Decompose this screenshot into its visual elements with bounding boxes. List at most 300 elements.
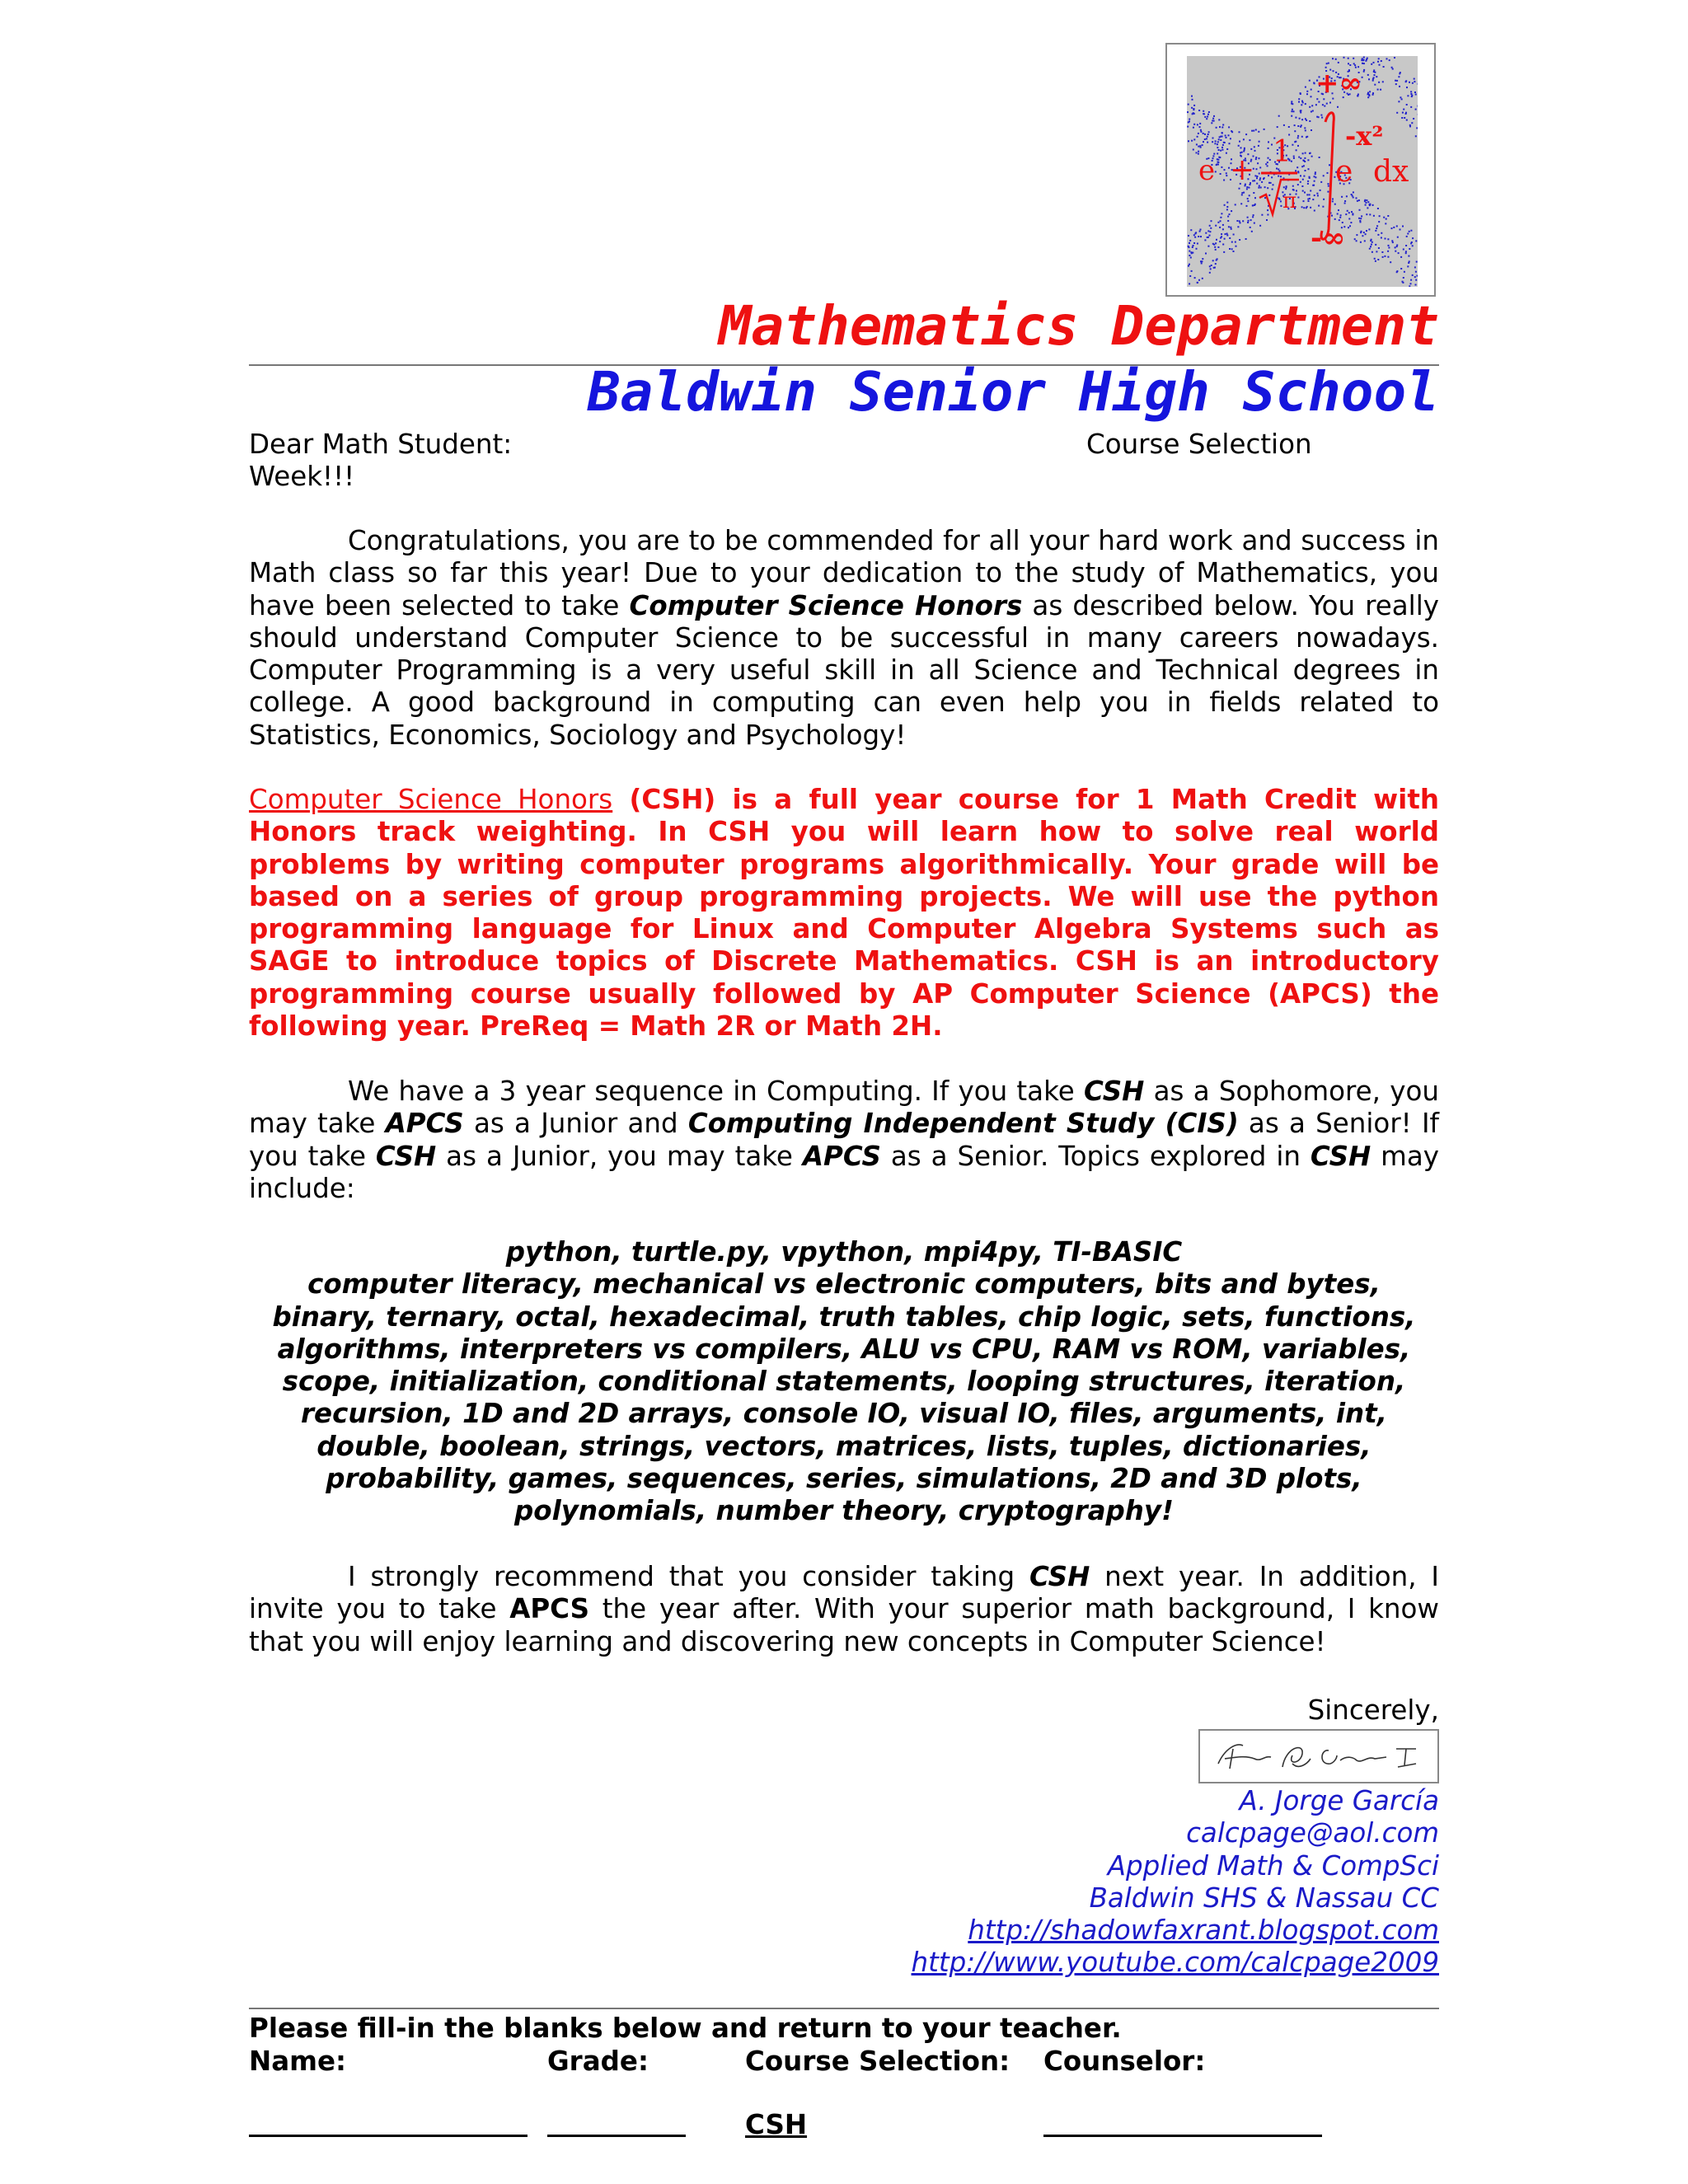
topics-line: probability, games, sequences, series, simulations, 2D and 3D plots, (326, 1463, 1362, 1495)
logo-dot (1293, 157, 1295, 159)
handwritten-signature (1200, 1731, 1437, 1782)
logo-dot (1264, 197, 1266, 199)
logo-dot (1188, 265, 1189, 267)
logo-dot (1191, 140, 1193, 142)
logo-dot (1400, 256, 1402, 258)
logo-dot (1341, 196, 1343, 198)
logo-dot (1414, 91, 1416, 93)
logo-dot (1203, 141, 1204, 143)
logo-dot (1368, 228, 1370, 230)
logo-dot (1372, 204, 1374, 206)
logo-dot (1213, 244, 1215, 246)
grade-label: Grade: (547, 2046, 649, 2077)
logo-dot (1310, 190, 1311, 192)
logo-dot (1308, 200, 1310, 202)
logo-dot (1271, 176, 1273, 178)
logo-dot (1258, 145, 1259, 147)
p3-apcs-2: APCS (802, 1140, 881, 1172)
p5-text-3: the year after. With your superior math background, I know that you will enjoy learning and discovering new concepts in Computer Science! (249, 1593, 1439, 1657)
logo-dot (1222, 124, 1224, 126)
logo-dot (1402, 226, 1404, 227)
logo-dot (1416, 127, 1418, 129)
logo-dot (1351, 211, 1353, 213)
p3-csh-1: CSH (1084, 1076, 1145, 1107)
logo-dot (1374, 84, 1376, 86)
logo-dot (1294, 130, 1296, 132)
logo-dot (1247, 217, 1249, 218)
logo-dot (1401, 117, 1403, 119)
author-name: A. Jorge García (1239, 1785, 1439, 1816)
logo-dot (1403, 249, 1404, 251)
logo-dot (1308, 168, 1310, 170)
logo-dot (1413, 118, 1414, 120)
logo-dot (1410, 279, 1412, 281)
closing: Sincerely, (1307, 1694, 1439, 1726)
logo-dot (1307, 159, 1309, 161)
logo-dot (1302, 190, 1304, 192)
logo-dot (1402, 282, 1404, 284)
logo-dot (1409, 231, 1410, 232)
logo-dot (1250, 148, 1252, 150)
logo-dot (1387, 215, 1389, 217)
blog-link[interactable]: http://shadowfaxrant.blogspot.com (968, 1915, 1439, 1947)
logo-dot (1259, 141, 1260, 143)
logo-dot (1245, 238, 1247, 240)
logo-dot (1372, 92, 1374, 94)
logo-dot (1385, 223, 1386, 224)
logo-dot (1409, 285, 1410, 287)
logo-dot (1407, 95, 1409, 96)
logo-dot (1251, 231, 1253, 232)
logo-dot (1215, 242, 1217, 244)
p3-apcs-1: APCS (385, 1108, 464, 1140)
logo-dot (1254, 150, 1256, 152)
logo-dot (1269, 159, 1271, 161)
logo-dot (1379, 64, 1381, 66)
formula-integrand: e (1335, 155, 1353, 189)
logo-dot (1213, 115, 1215, 117)
logo-dot (1382, 81, 1384, 82)
logo-dot (1297, 171, 1299, 172)
logo-dot (1263, 178, 1264, 180)
name-label: Name: (249, 2046, 347, 2077)
logo-dot (1198, 151, 1199, 152)
logo-dot (1219, 227, 1221, 228)
logo-dot (1303, 176, 1305, 177)
logo-dot (1258, 187, 1259, 189)
logo-dot (1364, 240, 1366, 241)
logo-dot (1193, 234, 1195, 236)
logo-dot (1377, 234, 1379, 236)
logo-dot (1259, 166, 1261, 168)
logo-dot (1310, 207, 1311, 209)
logo-dot (1343, 57, 1345, 59)
logo-dot (1406, 87, 1408, 88)
logo-dot (1221, 132, 1223, 134)
paragraph-sequence (249, 1076, 1439, 1205)
logo-dot (1233, 251, 1235, 252)
logo-dot (1301, 185, 1303, 187)
logo-dot (1231, 210, 1232, 212)
logo-dot (1371, 239, 1372, 241)
logo-dot (1291, 115, 1292, 117)
logo-dot (1191, 270, 1193, 272)
logo-dot (1221, 213, 1222, 214)
logo-dot (1189, 242, 1190, 244)
logo-dot (1368, 78, 1370, 80)
logo-dot (1228, 126, 1230, 128)
logo-dot (1267, 162, 1268, 163)
p1-text-2: as described below. You really should understand Computer Science to be successful in many careers nowadays. Computer Programming is a very useful skill in all Science and Technical degrees in college. A good background in computing can even help you in fields related to Statistics, Economics, Sociology and Psychology! (249, 589, 1439, 751)
logo-dot (1314, 210, 1315, 212)
logo-dot (1199, 123, 1201, 124)
logo-dot (1247, 222, 1249, 223)
counselor-label: Counselor: (1043, 2046, 1206, 2077)
logo-dot (1357, 200, 1358, 202)
course-link[interactable]: Computer Science Honors (249, 784, 613, 815)
youtube-link[interactable]: http://www.youtube.com/calcpage2009 (911, 1947, 1439, 1979)
logo-dot (1326, 103, 1328, 105)
logo-dot (1189, 240, 1191, 241)
logo-dot (1366, 213, 1367, 215)
logo-dot (1237, 226, 1239, 227)
logo-dot (1397, 237, 1399, 238)
logo-dot (1267, 165, 1268, 166)
logo-dot (1348, 212, 1350, 213)
logo-dot (1395, 251, 1396, 252)
logo-dot (1408, 255, 1409, 257)
logo-dot (1299, 118, 1301, 120)
logo-dot (1365, 233, 1367, 235)
logo-dot (1414, 78, 1415, 80)
logo-dot (1294, 124, 1296, 126)
logo-dot (1412, 237, 1414, 239)
logo-dot (1297, 145, 1299, 147)
logo-dot (1259, 179, 1261, 180)
logo-dot (1193, 109, 1194, 110)
logo-dot (1406, 236, 1408, 237)
logo-dot (1345, 213, 1347, 215)
logo-dot (1361, 215, 1362, 217)
logo-dot (1346, 195, 1348, 197)
logo-dot (1388, 247, 1390, 249)
p5-csh: CSH (1029, 1561, 1090, 1592)
logo-dot (1217, 163, 1218, 165)
logo-dot (1371, 63, 1372, 65)
logo-dot (1217, 143, 1218, 145)
logo-dot (1297, 125, 1299, 127)
logo-dot (1309, 194, 1311, 195)
logo-dot (1209, 235, 1211, 237)
logo-dot (1226, 148, 1228, 150)
logo-dot (1256, 176, 1258, 177)
logo-dot (1196, 152, 1198, 153)
logo-dot (1367, 207, 1368, 209)
logo-dot (1259, 177, 1261, 179)
logo-dot (1250, 219, 1252, 221)
logo-dot (1283, 186, 1285, 188)
course-selection-label: Course Selection: (745, 2046, 1010, 2077)
logo-dot (1288, 126, 1290, 128)
logo-dot (1218, 157, 1220, 158)
logo-dot (1348, 58, 1349, 59)
logo-dot (1190, 257, 1192, 259)
logo-dot (1314, 176, 1315, 177)
logo-dot (1202, 278, 1203, 279)
logo-dot (1247, 200, 1249, 202)
logo-dot (1323, 175, 1325, 176)
logo-dot (1400, 229, 1401, 231)
logo-dot (1410, 93, 1412, 95)
logo-dot (1348, 63, 1349, 64)
logo-dot (1320, 115, 1322, 116)
logo-dot (1189, 255, 1190, 256)
logo-dot (1201, 263, 1203, 265)
logo-dot (1317, 194, 1319, 196)
logo-dot (1198, 146, 1199, 148)
p3-csh-3: CSH (1310, 1140, 1372, 1172)
logo-dot (1322, 104, 1324, 105)
logo-dot (1207, 142, 1208, 143)
p3-text-3: as a Junior and (463, 1108, 688, 1140)
logo-dot (1297, 135, 1299, 137)
logo-dot (1247, 198, 1249, 199)
logo-dot (1406, 104, 1408, 105)
logo-dot (1212, 120, 1213, 122)
logo-dot (1239, 141, 1240, 143)
logo-dot (1214, 246, 1216, 248)
logo-dot (1385, 238, 1386, 240)
logo-dot (1291, 101, 1292, 102)
logo-dot (1264, 186, 1266, 188)
logo-dot (1200, 236, 1202, 237)
logo-dot (1229, 237, 1231, 239)
logo-dot (1292, 103, 1293, 105)
logo-dot (1354, 238, 1356, 240)
logo-dot (1216, 127, 1217, 129)
logo-dot (1240, 147, 1242, 148)
logo-dot (1339, 219, 1340, 221)
logo-dot (1372, 94, 1374, 96)
week-text: Week!!! (249, 461, 355, 492)
logo-dot (1409, 248, 1410, 250)
logo-dot (1353, 63, 1355, 64)
logo-dot (1363, 57, 1365, 59)
logo-dot (1212, 118, 1214, 120)
logo-dot (1321, 117, 1323, 119)
logo-dot (1188, 140, 1189, 142)
logo-dot (1406, 120, 1408, 121)
logo-dot (1266, 219, 1268, 221)
formula-exponent: -x² (1345, 120, 1384, 152)
logo-dot (1348, 218, 1350, 220)
logo-dot (1255, 157, 1257, 158)
logo-dot (1226, 137, 1227, 138)
logo-dot (1217, 246, 1219, 248)
logo-dot (1293, 110, 1295, 112)
formula-dx: dx (1373, 155, 1409, 189)
logo-dot (1375, 244, 1376, 246)
logo-dot (1383, 217, 1385, 218)
logo-dot (1253, 192, 1254, 194)
logo-dot (1245, 134, 1247, 135)
logo-dot (1207, 116, 1208, 118)
p3-text-7: may include: (249, 1140, 1439, 1204)
logo-dot (1332, 58, 1334, 59)
logo-dot (1193, 242, 1195, 244)
logo-dot (1221, 233, 1222, 235)
logo-dot (1311, 156, 1313, 157)
p3-text-6: as a Senior. Topics explored in (880, 1140, 1311, 1172)
logo-dot (1226, 152, 1227, 154)
logo-dot (1315, 171, 1316, 173)
counselor-blank[interactable] (1043, 2135, 1322, 2137)
logo-dot (1411, 241, 1413, 243)
logo-dot (1311, 111, 1312, 113)
logo-dot (1337, 213, 1339, 215)
logo-dot (1344, 200, 1346, 202)
logo-dot (1204, 134, 1206, 135)
logo-dot (1273, 184, 1274, 185)
logo-dot (1398, 252, 1400, 254)
logo-dot (1309, 80, 1311, 82)
logo-dot (1256, 168, 1258, 170)
signature-block (912, 1785, 1440, 1980)
logo-dot (1198, 133, 1199, 134)
grade-blank[interactable] (547, 2135, 686, 2137)
logo-dot (1211, 220, 1212, 222)
logo-dot (1382, 256, 1384, 258)
logo-dot (1220, 173, 1221, 175)
logo-dot (1188, 246, 1189, 247)
p1-text-1: Congratulations, you are to be commended for all your hard work and success in Math class so far this year! Due to your dedication to the study of Mathematics, you have been selected to take (249, 525, 1439, 621)
logo-dot (1377, 208, 1379, 209)
logo-dot (1196, 143, 1198, 145)
logo-dot (1192, 246, 1193, 248)
logo-dot (1349, 64, 1351, 66)
logo-dot (1300, 126, 1301, 128)
logo-dot (1412, 245, 1414, 246)
paragraph-recommendation (249, 1561, 1439, 1658)
logo-dot (1268, 182, 1270, 184)
logo-dot (1222, 244, 1224, 246)
logo-dot (1256, 183, 1258, 185)
logo-dot (1318, 205, 1320, 207)
logo-dot (1374, 258, 1376, 260)
name-blank[interactable] (249, 2135, 528, 2137)
logo-dot (1370, 246, 1372, 247)
logo-dot (1256, 177, 1258, 179)
p5-apcs: APCS (509, 1593, 590, 1625)
logo-dot (1199, 231, 1201, 232)
logo-dot (1309, 152, 1311, 154)
logo-dot (1227, 220, 1229, 222)
logo-dot (1410, 230, 1412, 232)
formula-lhs: e (1198, 154, 1216, 187)
author-email[interactable]: calcpage@aol.com (1186, 1817, 1439, 1849)
p3-text-2: as a Sophomore, you may take (249, 1076, 1439, 1140)
logo-dot (1358, 218, 1360, 219)
logo-dot (1401, 98, 1403, 100)
logo-dot (1229, 143, 1231, 144)
logo-dot (1391, 67, 1393, 68)
logo-dot (1191, 96, 1193, 97)
logo-dot (1209, 225, 1211, 227)
logo-dot (1367, 74, 1369, 76)
logo-dot (1218, 119, 1220, 120)
logo-dot (1280, 176, 1282, 177)
logo-dot (1315, 173, 1316, 175)
logo-dot (1327, 172, 1329, 174)
department-title: Mathematics Department (718, 294, 1439, 358)
logo-dot (1246, 188, 1248, 190)
logo-dot (1193, 105, 1195, 106)
logo-dot (1307, 183, 1309, 185)
logo-dot (1197, 136, 1198, 138)
logo-dot (1328, 183, 1329, 185)
logo-dot (1392, 241, 1394, 243)
logo-dot (1267, 187, 1268, 189)
logo-dot (1226, 202, 1228, 204)
logo-dot (1223, 180, 1225, 181)
logo-dot (1304, 192, 1306, 194)
p3-text-5: as a Junior, you may take (436, 1140, 803, 1172)
logo-dot (1217, 147, 1218, 148)
logo-dot (1216, 260, 1217, 261)
logo-dot (1235, 204, 1236, 205)
logo-dot (1223, 142, 1225, 143)
logo-dot (1367, 96, 1369, 98)
logo-dot (1197, 282, 1198, 284)
logo-dot (1376, 251, 1377, 252)
logo-dot (1220, 220, 1221, 222)
logo-dot (1265, 163, 1267, 165)
logo-dot (1414, 276, 1416, 278)
logo-dot (1372, 80, 1374, 82)
logo-dot (1226, 209, 1228, 210)
logo-dot (1190, 229, 1192, 231)
logo-dot (1371, 244, 1372, 246)
logo-dot (1268, 194, 1270, 196)
math-logo (1165, 43, 1436, 297)
logo-dot (1337, 106, 1339, 108)
logo-dot (1360, 221, 1362, 223)
logo-dot (1306, 194, 1308, 195)
logo-dot (1381, 232, 1382, 234)
logo-dot (1320, 181, 1322, 183)
logo-dot (1223, 251, 1225, 253)
logo-dot (1353, 197, 1354, 199)
p3-csh-2: CSH (375, 1140, 437, 1172)
logo-dot (1243, 151, 1245, 152)
logo-dot (1300, 175, 1301, 176)
greeting: Dear Math Student: (249, 429, 513, 460)
logo-dot (1227, 216, 1229, 218)
logo-dot (1367, 93, 1369, 95)
logo-dot (1301, 206, 1303, 208)
logo-dot (1396, 225, 1398, 227)
logo-dot (1309, 106, 1311, 108)
logo-dot (1219, 126, 1221, 128)
logo-dot (1236, 220, 1238, 222)
logo-dot (1412, 82, 1414, 84)
logo-dot (1313, 185, 1315, 186)
logo-dot (1298, 157, 1300, 158)
logo-dot (1221, 166, 1222, 168)
logo-dot (1268, 148, 1269, 149)
logo-dot (1399, 86, 1400, 87)
logo-dot (1226, 233, 1228, 235)
